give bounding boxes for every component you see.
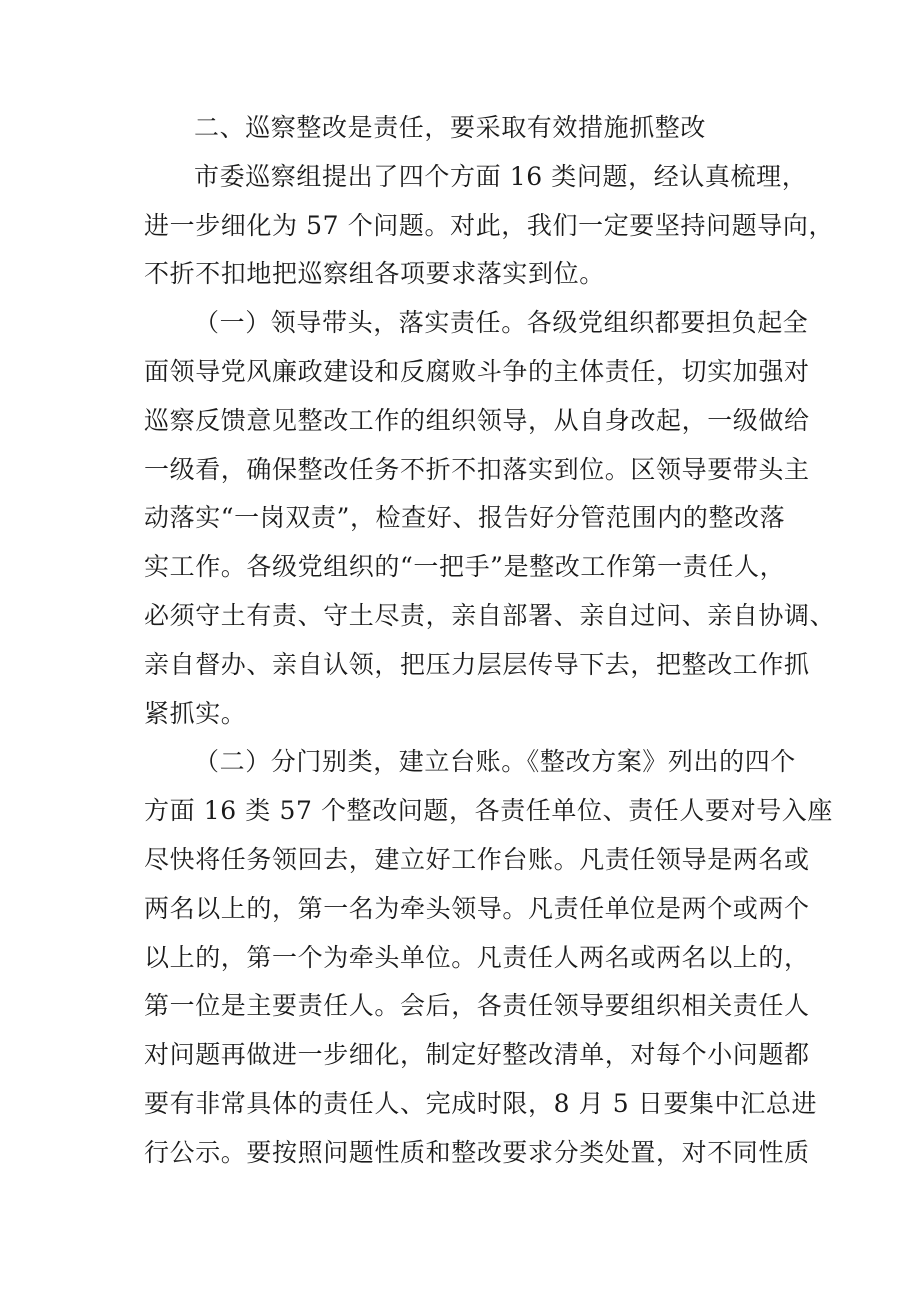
text-line: 实工作。各级党组织的“一把手”是整改工作第一责任人， (144, 552, 786, 582)
text-line: 巡察反馈意见整改工作的组织领导，从自身改起，一级做给 (144, 405, 810, 435)
text-line: 方面 16 类 57 个整改问题，各责任单位、责任人要对号入座 (144, 796, 834, 826)
text-line: 亲自督办、亲自认领，把压力层层传导下去，把整改工作抓 (144, 649, 810, 679)
text-line: 以上的，第一个为牵头单位。凡责任人两名或两名以上的， (144, 942, 810, 972)
text-line: 必须守土有责、守土尽责，亲自部署、亲自过问、亲自协调、 (144, 600, 836, 630)
text-line: 进一步细化为 57 个问题。对此，我们一定要坚持问题导向， (144, 210, 835, 240)
section-heading: 二、巡察整改是责任，要采取有效措施抓整改 (194, 113, 707, 142)
text-line: 不折不扣地把巡察组各项要求落实到位。 (144, 259, 605, 289)
text-line: 第一位是主要责任人。会后，各责任领导要组织相关责任人 (144, 991, 810, 1021)
text-line: 两名以上的，第一名为牵头领导。凡责任单位是两个或两个 (144, 893, 810, 923)
text-line: 紧抓实。 (144, 698, 247, 728)
text-line: 一级看，确保整改任务不折不扣落实到位。区领导要带头主 (144, 454, 810, 484)
text-line: 对问题再做进一步细化，制定好整改清单，对每个小问题都 (144, 1040, 810, 1070)
paragraph-2 (144, 299, 836, 738)
paragraph-1 (144, 153, 835, 299)
text-line: 市委巡察组提出了四个方面 16 类问题，经认真梳理， (194, 161, 808, 191)
text-line: 尽快将任务领回去，建立好工作台账。凡责任领导是两名或 (144, 844, 810, 874)
text-line: （一）领导带头，落实责任。各级党组织都要担负起全 (194, 308, 809, 338)
text-line: 面领导党风廉政建设和反腐败斗争的主体责任，切实加强对 (144, 356, 810, 386)
document-body (144, 104, 836, 1178)
text-line: （二）分门别类，建立台账。《整改方案》列出的四个 (194, 747, 796, 777)
text-line: 行公示。要按照问题性质和整改要求分类处置，对不同性质 (144, 1137, 810, 1167)
paragraph-3 (144, 738, 834, 1177)
text-line: 要有非常具体的责任人、完成时限，8 月 5 日要集中汇总进 (144, 1088, 818, 1118)
text-line: 动落实“一岗双责”，检查好、报告好分管范围内的整改落 (144, 503, 786, 533)
